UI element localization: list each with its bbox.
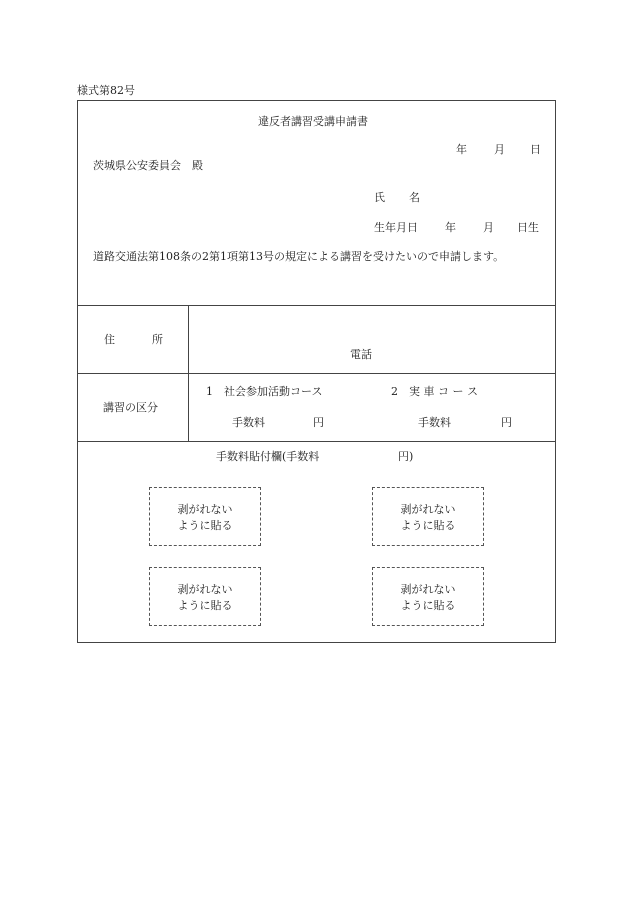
stamp-box-line-2: ように貼る	[400, 519, 456, 532]
addressee: 茨城県公安委員会 殿	[93, 159, 203, 172]
stamp-box-line-1: 剥がれない	[177, 503, 233, 516]
phone-label: 電話	[350, 348, 372, 361]
address-label-2: 所	[152, 333, 163, 346]
date-day-label: 日	[530, 143, 541, 156]
course-label: 講習の区分	[103, 401, 158, 414]
stamp-box	[149, 487, 261, 546]
yen-label-1: 円	[313, 416, 324, 429]
birth-day-label: 日生	[517, 221, 539, 234]
birth-month-label: 月	[483, 221, 494, 234]
stamp-box-line-2: ように貼る	[177, 599, 233, 612]
stamp-section-header-yen: 円)	[398, 450, 414, 463]
stamp-box	[149, 567, 261, 626]
yen-label-2: 円	[501, 416, 512, 429]
stamp-box	[372, 487, 484, 546]
course-option-1: 1 社会参加活動コース	[206, 385, 323, 398]
column-divider	[188, 305, 189, 441]
address-label-1: 住	[104, 333, 115, 346]
name-label-1: 氏	[374, 191, 385, 204]
stamp-box	[372, 567, 484, 626]
divider	[78, 373, 555, 374]
date-month-label: 月	[494, 143, 505, 156]
date-year-label: 年	[456, 143, 467, 156]
form-number: 様式第82号	[77, 84, 135, 97]
fee-label-1: 手数料	[232, 416, 265, 429]
stamp-box-line-2: ように貼る	[177, 519, 233, 532]
stamp-box-line-1: 剥がれない	[400, 503, 456, 516]
divider	[78, 305, 555, 306]
divider	[78, 441, 555, 442]
stamp-box-line-2: ように貼る	[400, 599, 456, 612]
birth-date-label: 生年月日	[374, 221, 418, 234]
form-title: 違反者講習受講申請書	[258, 115, 368, 128]
birth-year-label: 年	[445, 221, 456, 234]
stamp-box-line-1: 剥がれない	[177, 583, 233, 596]
course-option-2: 2 実 車 コ ー ス	[391, 385, 478, 398]
stamp-box-line-1: 剥がれない	[400, 583, 456, 596]
name-label-2: 名	[409, 191, 420, 204]
fee-label-2: 手数料	[418, 416, 451, 429]
application-statement: 道路交通法第108条の2第1項第13号の規定による講習を受けたいので申請します。	[93, 250, 505, 263]
application-form	[77, 100, 556, 643]
stamp-section-header: 手数料貼付欄(手数料	[216, 450, 320, 463]
